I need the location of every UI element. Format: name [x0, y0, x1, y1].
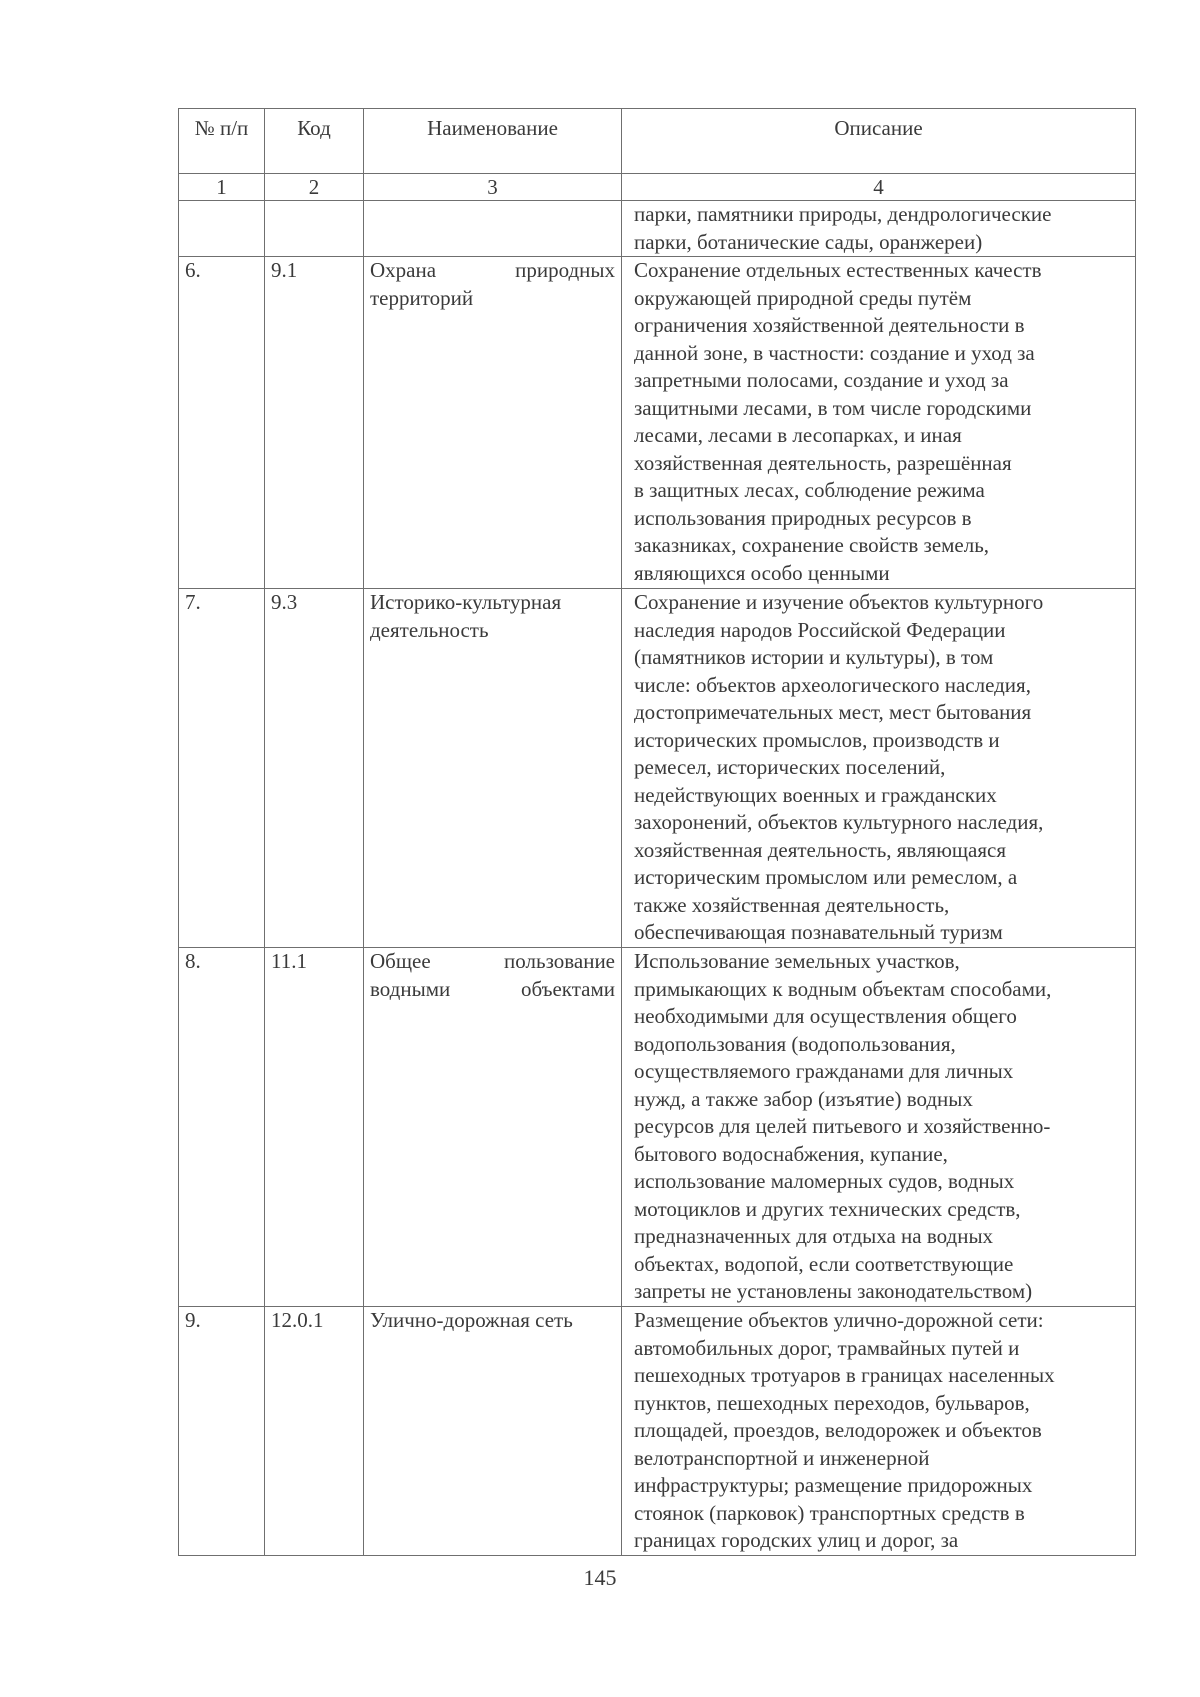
cell-name: Историко-культурная деятельность: [364, 589, 622, 948]
cell-description: Использование земельных участков, примыкающих к водным объектам способами, необходимыми для осуществления общего водопользования (водопользования, осуществляемого гражданами для личных нужд, а также забор (изъятие) водных ресурсов для целей питьевого и хозяйственно- бытового водоснабжения, купание, использование маломерных судов, водных мотоциклов и других технических средств, предназначенных для отдыха на водных объектах, водопой, если соответствующие запреты не установлены законодательством): [622, 948, 1136, 1307]
cell-description: Сохранение и изучение объектов культурного наследия народов Российской Федерации (памятников истории и культуры), в том числе: объектов археологического наследия, достопримечательных мест, мест бытования исторических промыслов, производств и ремесел, исторических поселений, недействующих военных и гражданских захоронений, объектов культурного наследия, хозяйственная деятельность, являющаяся историческим промыслом или ремеслом, а также хозяйственная деятельность, обеспечивающая познавательный туризм: [622, 589, 1136, 948]
column-number: 3: [364, 174, 622, 201]
cell-number: 9.: [179, 1307, 265, 1556]
header-name: Наименование: [364, 109, 622, 174]
table-row-continuation: [179, 201, 1136, 257]
page-number: 145: [583, 1565, 617, 1590]
cell-number: 6.: [179, 257, 265, 589]
cell-name: Улично-дорожная сеть: [364, 1307, 622, 1556]
column-number: 1: [179, 174, 265, 201]
cell-description: парки, памятники природы, дендрологические парки, ботанические сады, оранжереи): [622, 201, 1136, 257]
cell-code: 11.1: [265, 948, 364, 1307]
land-use-table: [178, 108, 1136, 1556]
cell-number: 8.: [179, 948, 265, 1307]
cell-description: Размещение объектов улично-дорожной сети: автомобильных дорог, трамвайных путей и пешеходных тротуаров в границах населенных пунктов, пешеходных переходов, бульваров, площадей, проездов, велодорожек и объектов велотранспортной и инженерной инфраструктуры; размещение придорожных стоянок (парковок) транспортных средств в границах городских улиц и дорог, за: [622, 1307, 1136, 1556]
header-code: Код: [265, 109, 364, 174]
cell-number: 7.: [179, 589, 265, 948]
header-row: [179, 109, 1136, 174]
column-number: 4: [622, 174, 1136, 201]
column-number-row: [179, 174, 1136, 201]
cell-code: 9.1: [265, 257, 364, 589]
cell-name: Общее пользование водными объектами: [364, 948, 622, 1307]
cell-code: 9.3: [265, 589, 364, 948]
cell-number: [179, 201, 265, 257]
column-number: 2: [265, 174, 364, 201]
table-row: [179, 948, 1136, 1307]
header-description: Описание: [622, 109, 1136, 174]
cell-name: Охрана природных территорий: [364, 257, 622, 589]
table-row: [179, 1307, 1136, 1556]
table-row: [179, 257, 1136, 589]
cell-code: 12.0.1: [265, 1307, 364, 1556]
cell-code: [265, 201, 364, 257]
cell-name: [364, 201, 622, 257]
table-row: [179, 589, 1136, 948]
header-number: № п/п: [179, 109, 265, 174]
cell-description: Сохранение отдельных естественных качеств окружающей природной среды путём ограничения хозяйственной деятельности в данной зоне, в частности: создание и уход за запретными полосами, создание и уход за защитными лесами, в том числе городскими лесами, лесами в лесопарках, и иная хозяйственная деятельность, разрешённая в защитных лесах, соблюдение режима использования природных ресурсов в заказниках, сохранение свойств земель, являющихся особо ценными: [622, 257, 1136, 589]
